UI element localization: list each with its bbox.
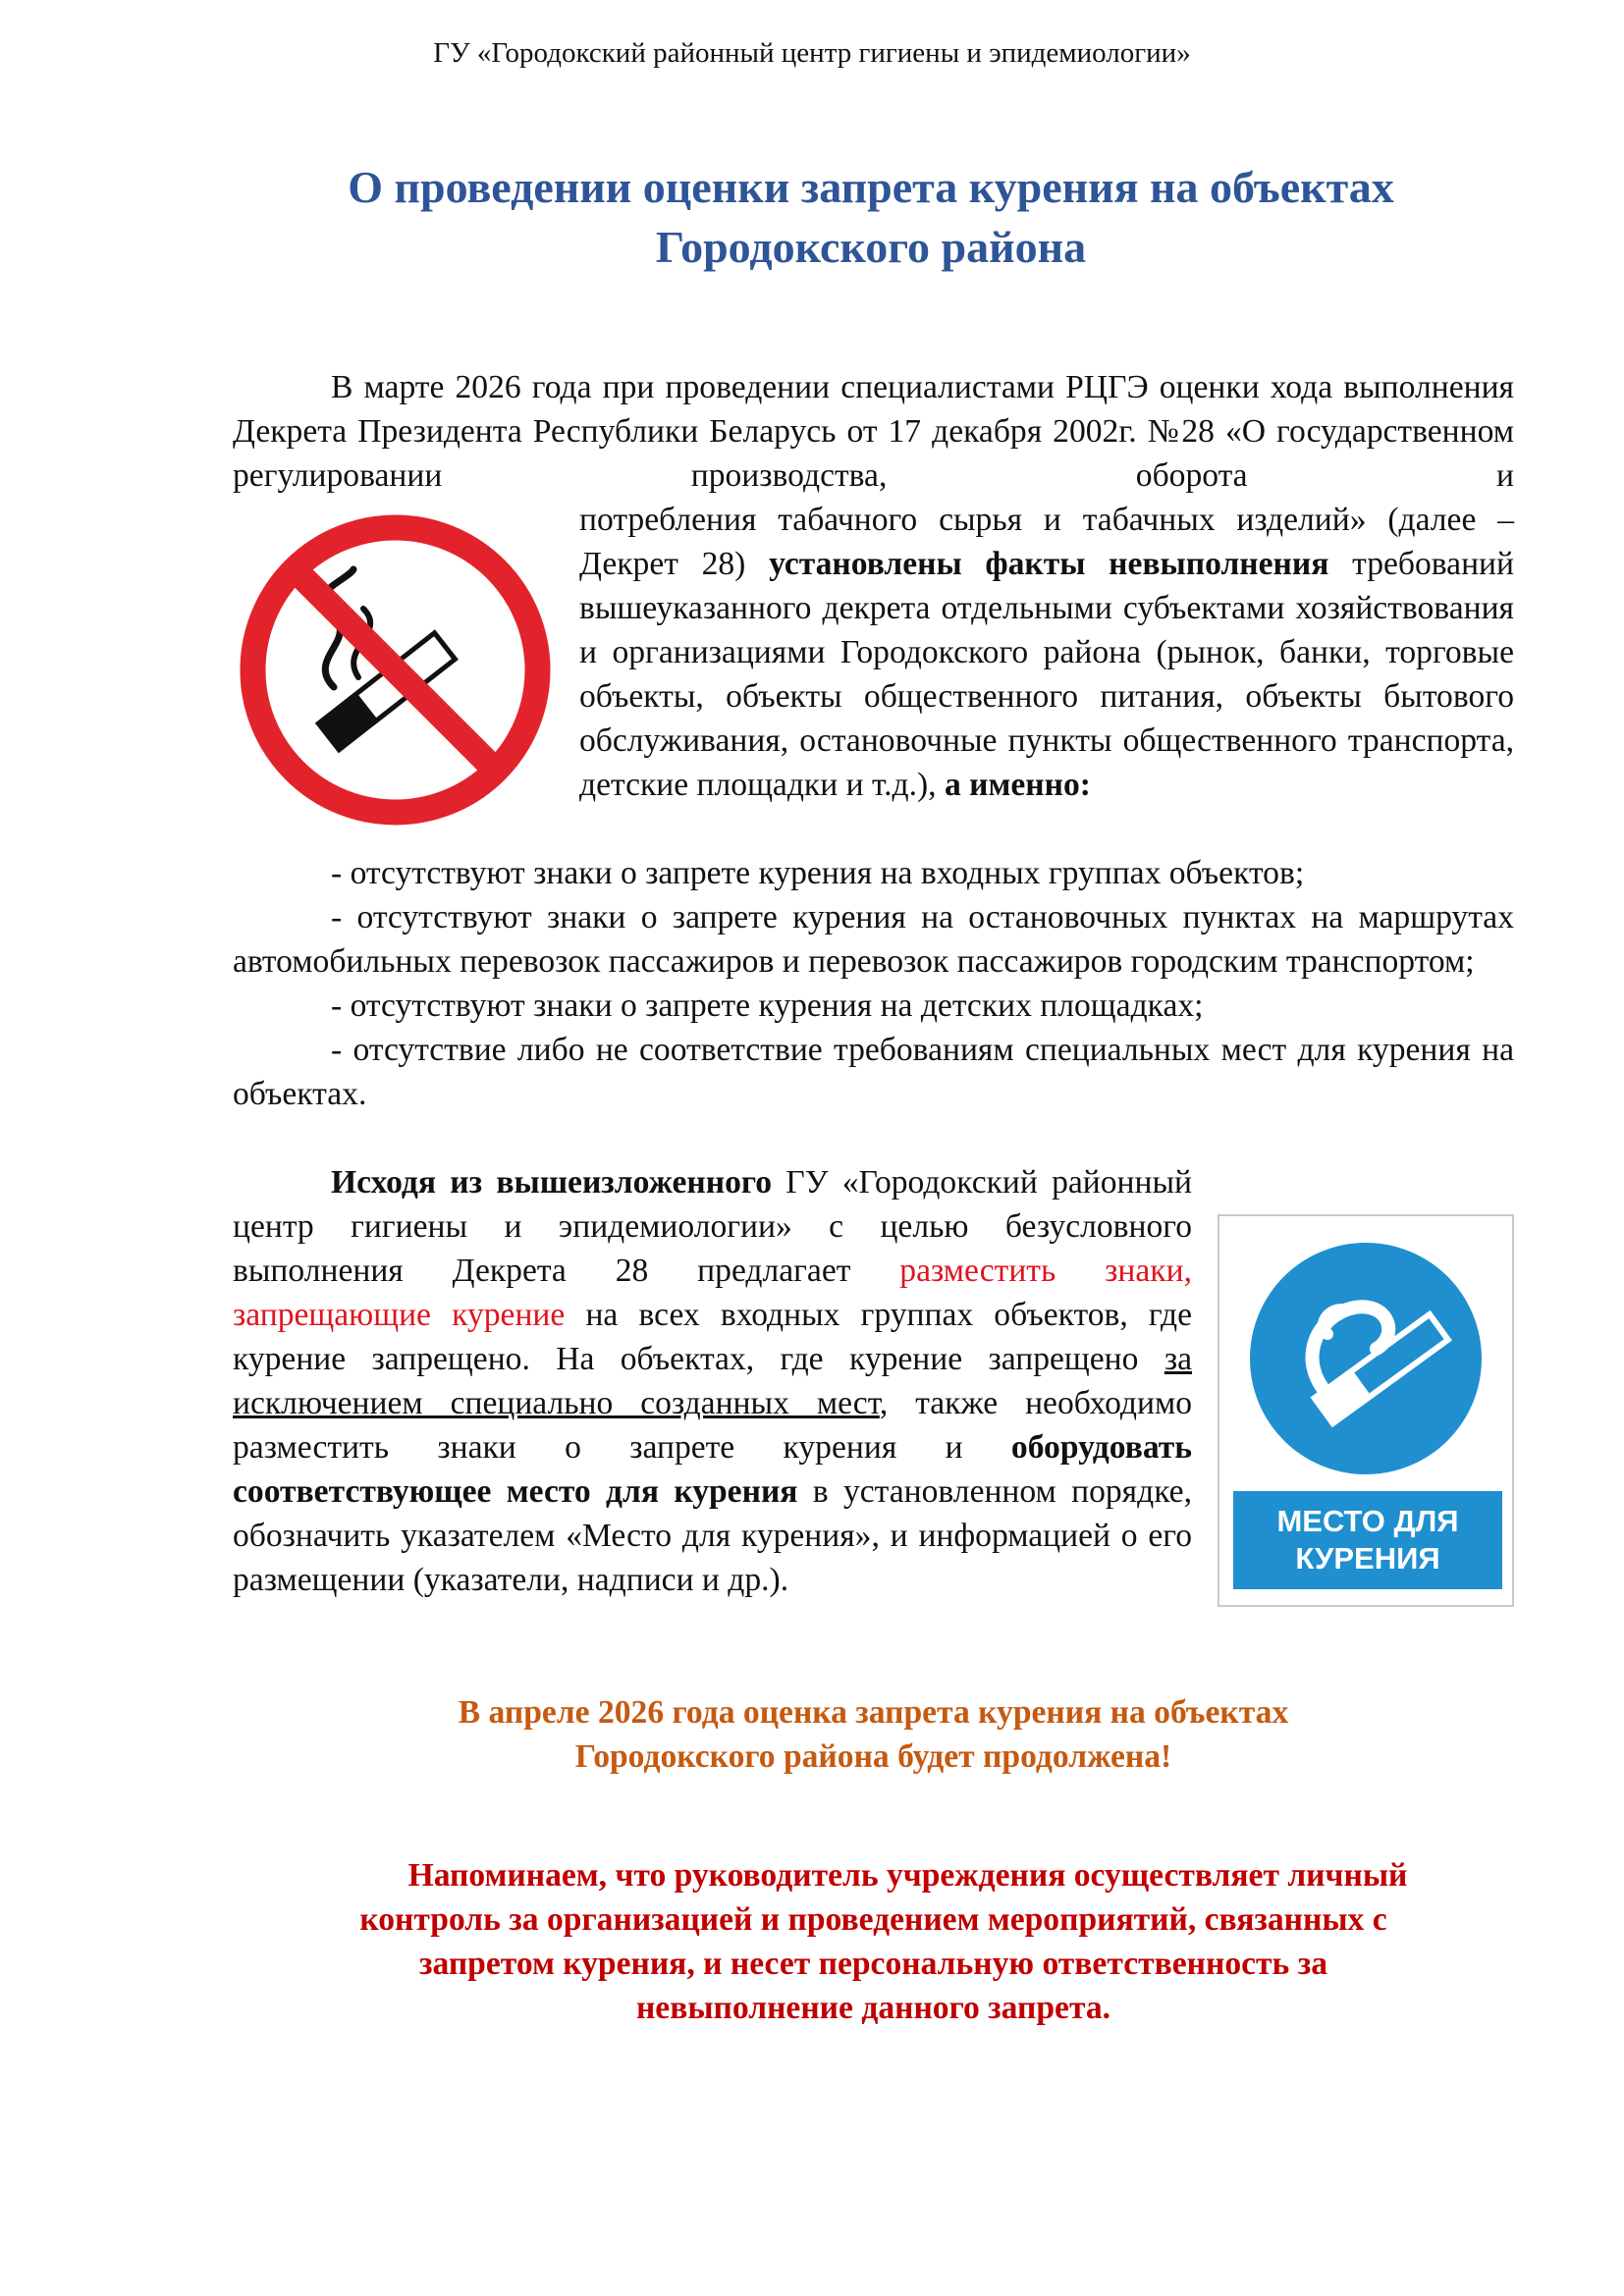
- notice-continuation-line-2: Городокского района будет продолжена!: [574, 1738, 1172, 1775]
- notice-responsibility-line-4: невыполнение данного запрета.: [635, 1990, 1111, 2026]
- para2-bold-mid: оборудовать соответствующее место для курения: [233, 1429, 1192, 1510]
- label-line-2: КУРЕНИЯ: [1295, 1541, 1440, 1575]
- list-item: - отсутствуют знаки о запрете курения на остановочных пунктах на маршрутах автомобильных перевозок пассажиров и перевозок пассажиров городским транспортом;: [233, 899, 1514, 980]
- intro-text-wrapped: потребления табачного сырья и табачных изделий» (далее – Декрет 28): [579, 502, 1514, 582]
- list-item: - отсутствуют знаки о запрете курения на детских площадках;: [331, 988, 1204, 1024]
- notice-responsibility: [233, 1853, 1514, 2030]
- violations-list: [233, 851, 1514, 1116]
- smoking-area-sign-wrap: [1218, 1204, 1514, 1656]
- recommendation-paragraph: [233, 1160, 1514, 1656]
- intro-lines-full: В марте 2026 года при проведении специалистами РЦГЭ оценки хода выполнения Декрета Президента Республики Беларусь от 17 декабря 2002г. №28 «О государственном регулировании производства, оборота и: [233, 369, 1514, 494]
- intro-bold-namely: а именно:: [944, 767, 1091, 803]
- para2-text-4: в установленном порядке, обозначить указателем «Место для курения», и информацией о его размещении (указатели, надписи и др.).: [233, 1473, 1192, 1598]
- intro-block: [233, 365, 1514, 498]
- title-line-1: О проведении оценки запрета курения на объектах: [348, 162, 1394, 212]
- para2-text-3: , также необходимо разместить знаки о запрете курения и: [233, 1385, 1192, 1466]
- smoking-area-sign: [1218, 1214, 1514, 1607]
- page-header: ГУ «Городокский районный центр гигиены и эпидемиологии»: [433, 37, 1191, 69]
- para2-text-2: на всех входных группах объектов, где курение запрещено. На объектах, где курение запрещено: [233, 1297, 1192, 1377]
- smoking-area-icon: [1219, 1216, 1512, 1481]
- para2-red-text: разместить знаки, запрещающие курение: [233, 1253, 1192, 1333]
- para2-bold-start: Исходя из вышеизложенного: [331, 1164, 773, 1201]
- no-smoking-icon: [236, 510, 555, 829]
- intro-wrapped: [579, 498, 1514, 807]
- notice-continuation: [233, 1690, 1514, 1779]
- intro-text-middle: требований вышеуказанного декрета отдельными субъектами хозяйствования и организациями Городокского района (рынок, банки, торговые объекты, объекты общественного питания, объекты бытового обслуживания, остановочные пункты общественного транспорта, детские площадки и т.д.),: [579, 546, 1514, 803]
- no-smoking-sign: [236, 510, 555, 829]
- para2-text-1: ГУ «Городокский районный центр гигиены и эпидемиологии» с целью безусловного выполнения Декрета 28 предлагает: [233, 1164, 1192, 1289]
- document-title: [233, 157, 1509, 277]
- list-item: - отсутствуют знаки о запрете курения на входных группах объектов;: [331, 855, 1305, 891]
- notice-continuation-line-1: В апреле 2026 года оценка запрета курения на объектах: [458, 1694, 1289, 1731]
- list-item: - отсутствие либо не соответствие требованиям специальных мест для курения на объектах.: [233, 1032, 1514, 1112]
- title-line-2: Городокского района: [655, 222, 1087, 272]
- notice-responsibility-line-1: Напоминаем, что руководитель учреждения осуществляет личный: [407, 1857, 1408, 1894]
- smoking-area-label: [1233, 1491, 1502, 1589]
- notice-responsibility-line-2: контроль за организацией и проведением мероприятий, связанных с: [359, 1901, 1387, 1938]
- para2-underlined: за исключением специально созданных мест: [233, 1341, 1192, 1421]
- intro-bold-facts: установлены факты невыполнения: [769, 546, 1329, 582]
- notice-responsibility-line-3: запретом курения, и несет персональную ответственность за: [419, 1946, 1327, 1982]
- label-line-1: МЕСТО ДЛЯ: [1276, 1504, 1459, 1538]
